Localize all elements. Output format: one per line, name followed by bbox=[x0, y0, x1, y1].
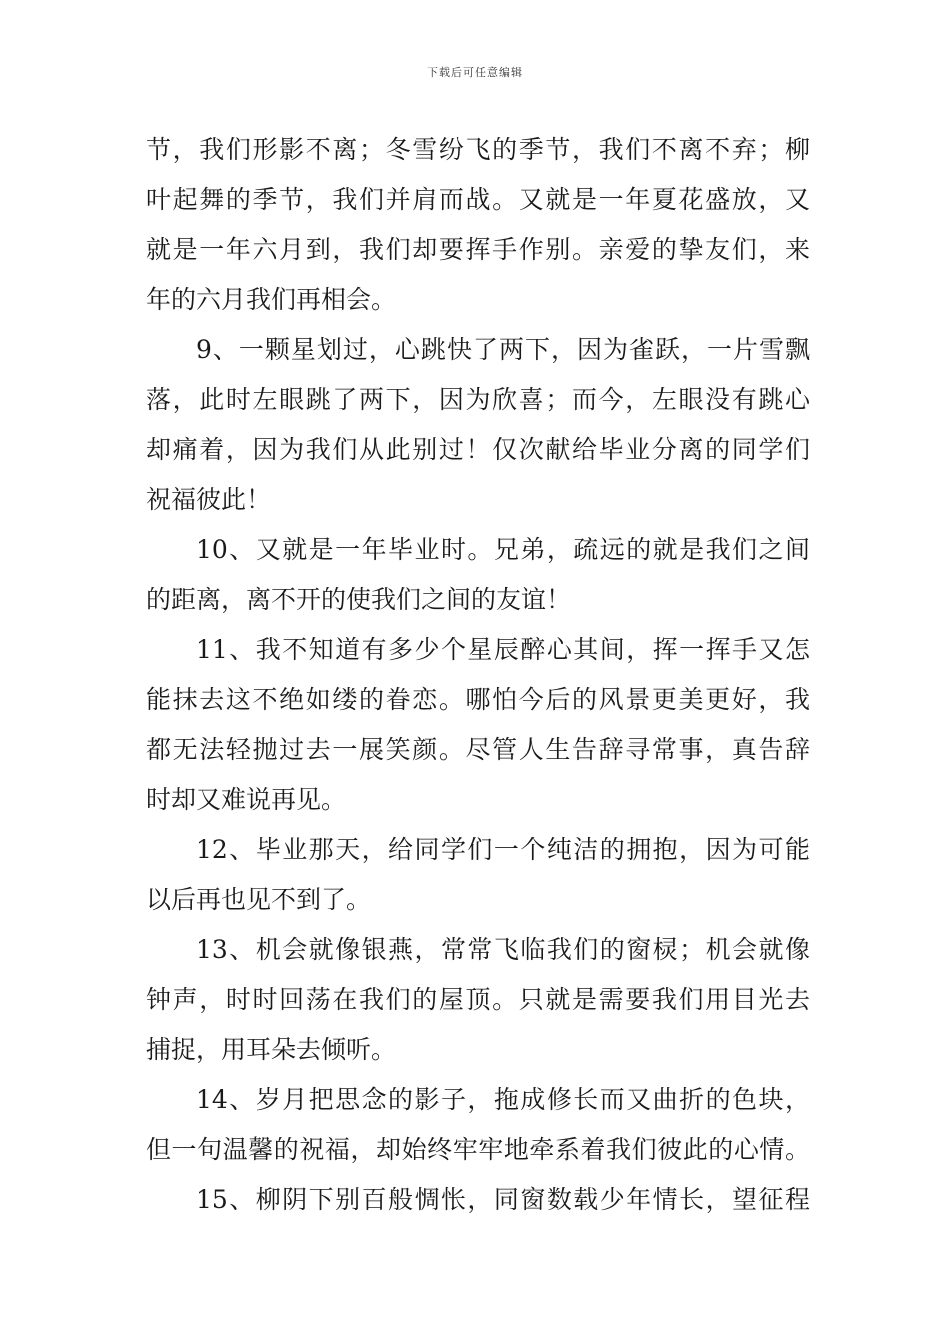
text-line: 落，此时左眼跳了两下，因为欣喜；而今，左眼没有跳心 bbox=[146, 385, 810, 414]
text-line: 就是一年六月到，我们却要挥手作别。亲爱的挚友们，来 bbox=[146, 235, 810, 264]
document-body bbox=[146, 128, 810, 1228]
text-line: 10、又就是一年毕业时。兄弟，疏远的就是我们之间 bbox=[196, 535, 810, 564]
text-line: 的距离，离不开的使我们之间的友谊！ bbox=[146, 585, 572, 614]
text-line: 年的六月我们再相会。 bbox=[146, 285, 397, 314]
text-line: 叶起舞的季节，我们并肩而战。又就是一年夏花盛放，又 bbox=[146, 185, 810, 214]
text-line: 15、柳阴下别百般惆怅，同窗数载少年情长，望征程 bbox=[196, 1185, 810, 1214]
text-line: 12、毕业那天，给同学们一个纯洁的拥抱，因为可能 bbox=[196, 835, 810, 864]
text-line: 14、岁月把思念的影子，拖成修长而又曲折的色块， bbox=[196, 1085, 810, 1114]
text-line: 以后再也见不到了。 bbox=[146, 885, 372, 914]
text-line: 9、一颗星划过，心跳快了两下，因为雀跃，一片雪飘 bbox=[196, 335, 810, 364]
text-line: 时却又难说再见。 bbox=[146, 785, 347, 814]
text-line: 都无法轻抛过去一展笑颜。尽管人生告辞寻常事，真告辞 bbox=[146, 735, 810, 764]
text-line: 钟声，时时回荡在我们的屋顶。只就是需要我们用目光去 bbox=[146, 985, 810, 1014]
text-line: 13、机会就像银燕，常常飞临我们的窗棂；机会就像 bbox=[196, 935, 810, 964]
text-line: 但一句温馨的祝福，却始终牢牢地牵系着我们彼此的心情。 bbox=[146, 1135, 810, 1164]
text-line: 却痛着，因为我们从此别过！仅次献给毕业分离的同学们 bbox=[146, 435, 810, 464]
text-line: 祝福彼此！ bbox=[146, 485, 272, 514]
text-line: 节，我们形影不离；冬雪纷飞的季节，我们不离不弃；柳 bbox=[146, 135, 810, 164]
text-line: 捕捉，用耳朵去倾听。 bbox=[146, 1035, 397, 1064]
text-line: 能抹去这不绝如缕的眷恋。哪怕今后的风景更美更好，我 bbox=[146, 685, 810, 714]
page-header: 下载后可任意编辑 bbox=[427, 66, 523, 79]
text-line: 11、我不知道有多少个星辰醉心其间，挥一挥手又怎 bbox=[196, 635, 810, 664]
